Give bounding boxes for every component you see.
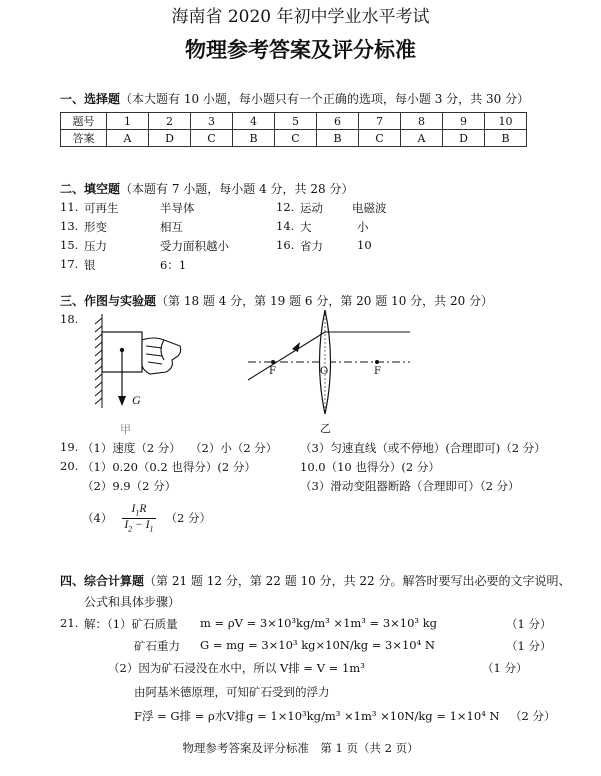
section1-note: （本大题有 10 小题，每小题只有一个正确的选项，每小题 3 分，共 30 分） bbox=[120, 92, 530, 106]
label-f-left: F bbox=[269, 366, 276, 377]
table-cell: A bbox=[401, 130, 443, 147]
section1-heading: 一、选择题 bbox=[60, 92, 121, 106]
q21-l5-score: （2 分） bbox=[510, 709, 556, 723]
item-number: 17. bbox=[60, 257, 79, 271]
var-i: I bbox=[145, 518, 150, 531]
q21-l2-score: （1 分） bbox=[506, 639, 552, 653]
answer-b: 受力面积越小 bbox=[160, 239, 229, 253]
q20-part4-score: （2 分） bbox=[165, 511, 212, 525]
table-cell: 7 bbox=[359, 113, 401, 130]
section4-heading: 四、综合计算题 bbox=[60, 574, 145, 588]
q20-part1b: 10.0（10 也得分）(2 分） bbox=[300, 460, 440, 474]
answer-b: 10 bbox=[357, 238, 372, 252]
var-i: I bbox=[124, 518, 129, 531]
q21-l1-score: （1 分） bbox=[506, 617, 552, 631]
answer-a: 可再生 bbox=[84, 201, 119, 215]
doc-title: 物理参考答案及评分标准 bbox=[185, 38, 416, 62]
table-row bbox=[61, 113, 527, 130]
numerator bbox=[122, 503, 155, 518]
fraction bbox=[122, 503, 155, 533]
q20-part3: （3）滑动变阻器断路（合理即可）（2 分） bbox=[300, 479, 520, 493]
q19-part2: （2）小（2 分） bbox=[190, 441, 278, 455]
answer-table bbox=[60, 112, 527, 147]
q19-part3: （3）匀速直线（或不停地）(合理即可)（2 分） bbox=[300, 441, 546, 455]
table-cell: C bbox=[275, 130, 317, 147]
section2-header bbox=[60, 180, 353, 197]
section3-note: （第 18 题 4 分，第 19 题 6 分，第 20 题 10 分，共 20 分） bbox=[156, 294, 494, 308]
label-jia: 甲 bbox=[120, 423, 131, 436]
table-cell: 1 bbox=[107, 113, 149, 130]
answer-b: 小 bbox=[357, 220, 369, 234]
table-cell: 9 bbox=[443, 113, 485, 130]
table-cell: 8 bbox=[401, 113, 443, 130]
section3-header bbox=[60, 292, 493, 309]
table-row bbox=[61, 130, 527, 147]
hand-icon bbox=[142, 338, 181, 374]
q19-number: 19. bbox=[60, 440, 79, 454]
q20-number: 20. bbox=[60, 459, 79, 473]
answer-a: 省力 bbox=[300, 239, 323, 253]
table-cell: 6 bbox=[317, 113, 359, 130]
section1-header bbox=[60, 90, 529, 107]
q21-l2-label: 矿石重力 bbox=[134, 639, 180, 653]
var-i: I bbox=[131, 503, 136, 516]
subscript: 2 bbox=[128, 523, 133, 533]
table-cell: 3 bbox=[191, 113, 233, 130]
table-cell: D bbox=[443, 130, 485, 147]
fill-row bbox=[60, 219, 580, 235]
q21-l1-eq: m = ρV = 3×10³kg/m³ ×1m³ = 3×10³ kg bbox=[200, 616, 438, 630]
item-number: 15. bbox=[60, 238, 79, 252]
item-number: 13. bbox=[60, 219, 79, 233]
answer-a: 压力 bbox=[84, 239, 107, 253]
q20-part2: （2）9.9（2 分） bbox=[82, 479, 177, 493]
q21-l1-label: 解：（1）矿石质量 bbox=[84, 617, 178, 631]
q21-l5-eq: F浮 = G排 = ρ水V排g = 1×10³kg/m³ ×1m³ ×10N/kg = 1×10⁴ N bbox=[134, 709, 500, 723]
answer-b: 半导体 bbox=[160, 201, 195, 215]
section4-note2: 公式和具体步骤） bbox=[84, 595, 181, 609]
table-cell: 4 bbox=[233, 113, 275, 130]
ray-arrowhead bbox=[292, 342, 300, 352]
answer-a: 形变 bbox=[84, 220, 107, 234]
table-cell: B bbox=[233, 130, 275, 147]
answer-b: 6：1 bbox=[160, 258, 187, 272]
table-cell: C bbox=[191, 130, 233, 147]
q19-part1: （1）速度（2 分） bbox=[82, 441, 181, 455]
table-cell: B bbox=[485, 130, 527, 147]
section2-note: （本题有 7 小题，每小题 4 分，共 28 分） bbox=[120, 182, 354, 196]
q21-number: 21. bbox=[60, 616, 79, 630]
fill-row bbox=[60, 238, 580, 254]
table-cell: 2 bbox=[149, 113, 191, 130]
label-yi: 乙 bbox=[320, 422, 331, 435]
exam-title: 海南省 2020 年初中学业水平考试 bbox=[171, 7, 430, 27]
answer-a: 运动 bbox=[300, 201, 323, 215]
minus-sign: − bbox=[132, 518, 146, 531]
answer-b: 电磁波 bbox=[352, 201, 387, 215]
table-cell: B bbox=[317, 130, 359, 147]
q21-l4: 由阿基米德原理，可知矿石受到的浮力 bbox=[134, 685, 330, 699]
table-cell: A bbox=[107, 130, 149, 147]
incident-ray bbox=[248, 332, 325, 380]
label-o: O bbox=[320, 366, 329, 377]
figure-yi bbox=[240, 308, 415, 420]
table-cell: 5 bbox=[275, 113, 317, 130]
item-number: 12. bbox=[276, 200, 295, 214]
section3-heading: 三、作图与实验题 bbox=[60, 294, 157, 308]
page-footer: 物理参考答案及评分标准 第 1 页（共 2 页） bbox=[182, 741, 419, 755]
section4-note: （第 21 题 12 分，第 22 题 10 分，共 22 分。解答时要写出必要的文字说明、 bbox=[144, 574, 571, 588]
var-r: R bbox=[139, 503, 147, 516]
q21-l3-score: （1 分） bbox=[482, 661, 528, 675]
answer-a: 银 bbox=[84, 258, 96, 272]
label-f-right: F bbox=[374, 366, 381, 377]
figure-jia bbox=[92, 312, 202, 430]
fill-row bbox=[60, 257, 580, 273]
q21-l2-eq: G = mg = 3×10³ kg×10N/kg = 3×10⁴ N bbox=[200, 638, 435, 652]
gravity-arrowhead bbox=[118, 396, 126, 406]
fill-row bbox=[60, 200, 580, 216]
section2-heading: 二、填空题 bbox=[60, 182, 121, 196]
table-cell: D bbox=[149, 130, 191, 147]
q21-l3: （2）因为矿石浸没在水中，所以 V排 = V = 1m³ bbox=[108, 661, 365, 675]
section4-header bbox=[60, 572, 571, 589]
answer-b: 相互 bbox=[160, 220, 183, 234]
item-number: 11. bbox=[60, 200, 79, 214]
subscript: 1 bbox=[135, 508, 140, 518]
item-number: 16. bbox=[276, 238, 295, 252]
label-g: G bbox=[132, 393, 141, 407]
denominator bbox=[122, 519, 155, 533]
answer-a: 大 bbox=[300, 220, 312, 234]
q20-part1: （1）0.20（0.2 也得分）(2 分） bbox=[82, 460, 256, 474]
q18-number: 18. bbox=[60, 312, 79, 326]
table-cell: C bbox=[359, 130, 401, 147]
row-label: 答案 bbox=[61, 130, 107, 147]
subscript: 1 bbox=[149, 523, 154, 533]
focus-point-right bbox=[375, 360, 379, 364]
q20-part4 bbox=[82, 499, 211, 537]
table-cell: 10 bbox=[485, 113, 527, 130]
item-number: 14. bbox=[276, 219, 295, 233]
q20-part4-label: （4） bbox=[82, 511, 113, 525]
wall-hatching bbox=[95, 314, 102, 408]
row-label: 题号 bbox=[61, 113, 107, 130]
